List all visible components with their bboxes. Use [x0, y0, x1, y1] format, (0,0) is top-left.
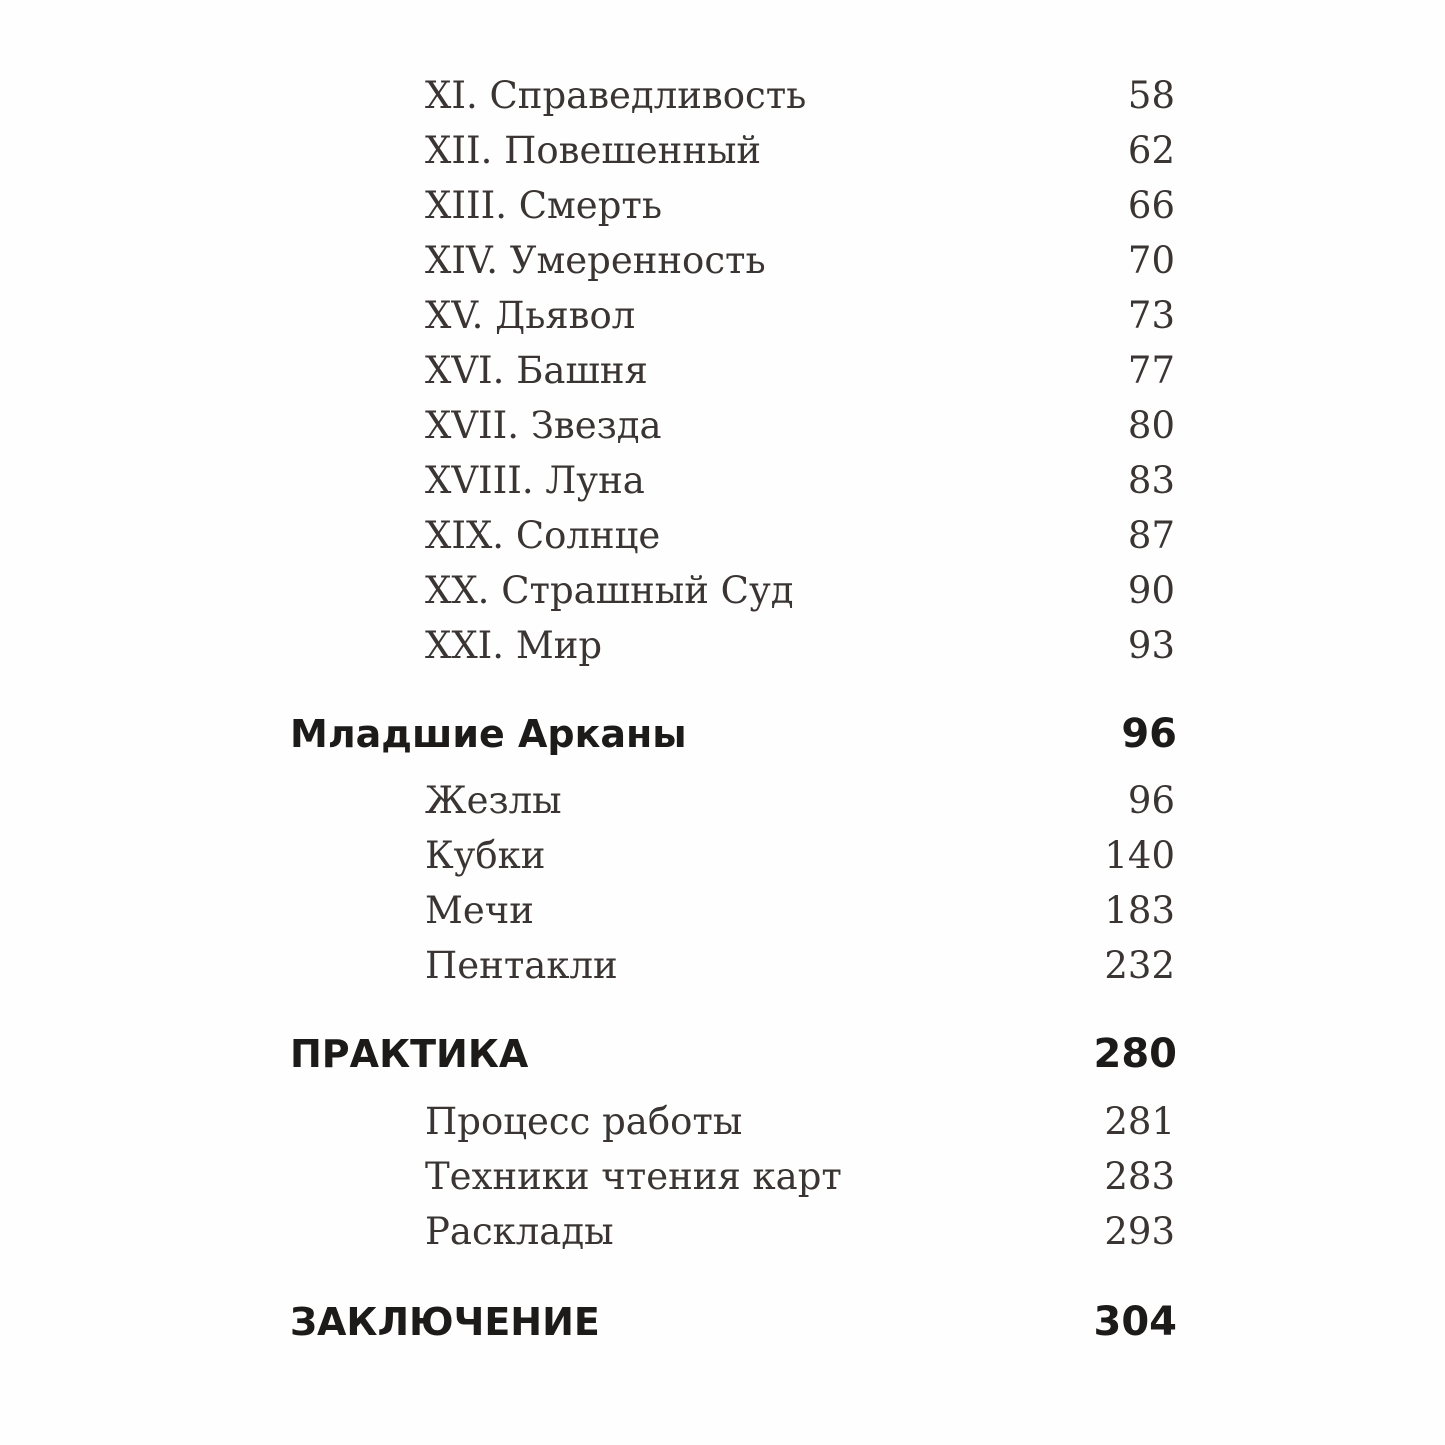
toc-entry-page: 58 [1127, 74, 1175, 117]
toc-section-page: 280 [1093, 1031, 1177, 1077]
toc-entry-page: 232 [1104, 944, 1175, 987]
toc-entry [0, 453, 1445, 509]
toc-entry [0, 618, 1445, 674]
toc-entry-title: XIII. Смерть [425, 184, 662, 227]
toc-entry-title: Пентакли [425, 944, 618, 987]
toc-entry-title: XVIII. Луна [425, 459, 645, 502]
toc-entry-title: XI. Справедливость [425, 74, 807, 117]
toc-entry-title: XII. Повешенный [425, 129, 762, 172]
toc-entry [0, 938, 1445, 994]
toc-entry-title: XVI. Башня [425, 349, 648, 392]
toc-section-conclusion [0, 1294, 1445, 1350]
toc-entry [0, 1149, 1445, 1205]
toc-entry [0, 1204, 1445, 1260]
toc-entry [0, 343, 1445, 399]
toc-section-page: 96 [1121, 711, 1177, 757]
toc-entry [0, 563, 1445, 619]
toc-entry-page: 80 [1127, 404, 1175, 447]
toc-section-minor-arcana [0, 706, 1445, 762]
toc-entry-title: XIV. Умеренность [425, 239, 766, 282]
toc-entry [0, 773, 1445, 829]
toc-entry-page: 87 [1127, 514, 1175, 557]
toc-section-page: 304 [1093, 1299, 1177, 1345]
toc-section-title: ПРАКТИКА [290, 1032, 529, 1076]
toc-entry-title: XV. Дьявол [425, 294, 636, 337]
toc-entry-page: 281 [1104, 1100, 1175, 1143]
toc-entry-title: Расклады [425, 1210, 614, 1253]
toc-entry-page: 140 [1104, 834, 1175, 877]
toc-entry-page: 183 [1104, 889, 1175, 932]
toc-entry [0, 398, 1445, 454]
toc-entry-page: 66 [1127, 184, 1175, 227]
toc-entry-title: Мечи [425, 889, 534, 932]
toc-entry-title: Процесс работы [425, 1100, 743, 1143]
toc-entry [0, 68, 1445, 124]
toc-entry-page: 96 [1127, 779, 1175, 822]
toc-entry-title: XX. Страшный Суд [425, 569, 794, 612]
toc-section-title: ЗАКЛЮЧЕНИЕ [290, 1300, 600, 1344]
toc-entry-title: Техники чтения карт [425, 1155, 842, 1198]
toc-entry [0, 178, 1445, 234]
toc-entry-page: 73 [1127, 294, 1175, 337]
toc-entry-title: XVII. Звезда [425, 404, 662, 447]
toc-entry-title: XIX. Солнце [425, 514, 661, 557]
toc-entry-title: XXI. Мир [425, 624, 603, 667]
toc-entry-page: 70 [1127, 239, 1175, 282]
toc-entry-title: Жезлы [425, 779, 562, 822]
toc-entry [0, 828, 1445, 884]
toc-entry-page: 293 [1104, 1210, 1175, 1253]
toc-entry [0, 508, 1445, 564]
toc-entry [0, 883, 1445, 939]
toc-entry [0, 123, 1445, 179]
toc-entry-page: 283 [1104, 1155, 1175, 1198]
toc-entry-page: 77 [1127, 349, 1175, 392]
toc-entry-page: 93 [1127, 624, 1175, 667]
toc-section-practice [0, 1026, 1445, 1082]
toc-entry-page: 90 [1127, 569, 1175, 612]
toc-section-title: Младшие Арканы [290, 712, 687, 756]
toc-entry-page: 83 [1127, 459, 1175, 502]
toc-entry [0, 1094, 1445, 1150]
toc-entry-page: 62 [1127, 129, 1175, 172]
toc-entry [0, 288, 1445, 344]
toc-entry [0, 233, 1445, 289]
toc-entry-title: Кубки [425, 834, 546, 877]
